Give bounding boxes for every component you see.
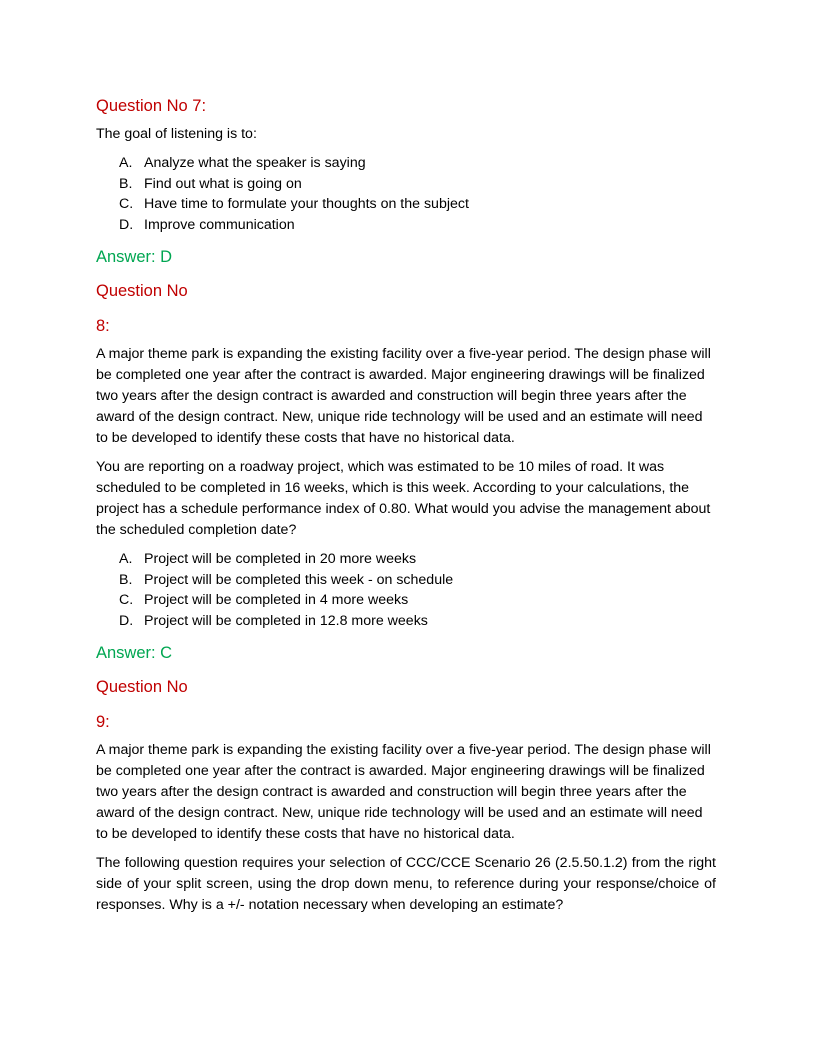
option-d [119, 215, 716, 236]
option-text: Improve communication [144, 217, 295, 234]
option-c [119, 194, 716, 215]
option-letter: A. [119, 550, 133, 567]
option-text: Find out what is going on [144, 175, 302, 192]
question-7 [96, 92, 716, 274]
question-9-number: 9: [96, 712, 110, 731]
option-d [119, 611, 716, 632]
question-8 [96, 274, 716, 670]
option-letter: B. [119, 571, 133, 588]
option-letter: D. [119, 217, 134, 234]
option-text: Have time to formulate your thoughts on the subject [144, 196, 469, 213]
option-a [119, 549, 716, 570]
option-b [119, 570, 716, 591]
option-letter: C. [119, 196, 134, 213]
question-7-stem: The goal of listening is to: [96, 126, 257, 142]
option-letter: C. [119, 592, 134, 609]
document-page [96, 92, 716, 924]
option-text: Analyze what the speaker is saying [144, 155, 366, 171]
option-letter: B. [119, 175, 133, 192]
question-9-stem: The following question requires your selection of CCC/CCE Scenario 26 (2.5.50.1.2) from the right side of your split screen, using the drop down menu, to reference during your response/choice of responses. Why is a +/- notation necessary when developing an estimate? [96, 854, 716, 913]
option-text: Project will be completed in 4 more weeks [144, 592, 409, 609]
question-8-options [96, 549, 716, 632]
option-text: Project will be completed in 20 more weeks [144, 550, 417, 567]
option-letter: D. [119, 612, 134, 629]
question-7-heading: Question No 7: [96, 97, 207, 115]
option-c [119, 590, 716, 611]
option-a [119, 153, 716, 174]
option-b [119, 174, 716, 195]
question-8-number: 8: [96, 316, 110, 335]
question-9-scenario: A major theme park is expanding the existing facility over a five-year period. The design phase will be completed one year after the contract is awarded. Major engineering drawings will be finalized two years after the design contract is awarded and construction will begin three years after the award of the design contract. New, unique ride technology will be used and an estimate will need to be developed to identify these costs that have no historical data. [96, 741, 711, 842]
question-8-answer: Answer: C [96, 643, 173, 662]
question-8-scenario: A major theme park is expanding the existing facility over a five-year period. The design phase will be completed one year after the contract is awarded. Major engineering drawings will be finalized two years after the design contract is awarded and construction will begin three years after the award of the design contract. New, unique ride technology will be used and an estimate will need to be developed to identify these costs that have no historical data. [96, 345, 711, 446]
question-7-answer: Answer: D [96, 247, 173, 266]
question-8-stem: You are reporting on a roadway project, which was estimated to be 10 miles of road. It was scheduled to be completed in 16 weeks, which is this week. According to your calculations, the project has a schedule performance index of 0.80. What would you advise the management about the scheduled completion date? [96, 458, 711, 538]
option-text: Project will be completed this week - on schedule [144, 571, 454, 588]
question-7-options [96, 153, 716, 236]
question-8-heading: Question No [96, 281, 188, 300]
question-9 [96, 670, 716, 916]
option-letter: A. [119, 155, 133, 171]
option-text: Project will be completed in 12.8 more weeks [144, 612, 428, 629]
question-9-heading: Question No [96, 677, 188, 696]
